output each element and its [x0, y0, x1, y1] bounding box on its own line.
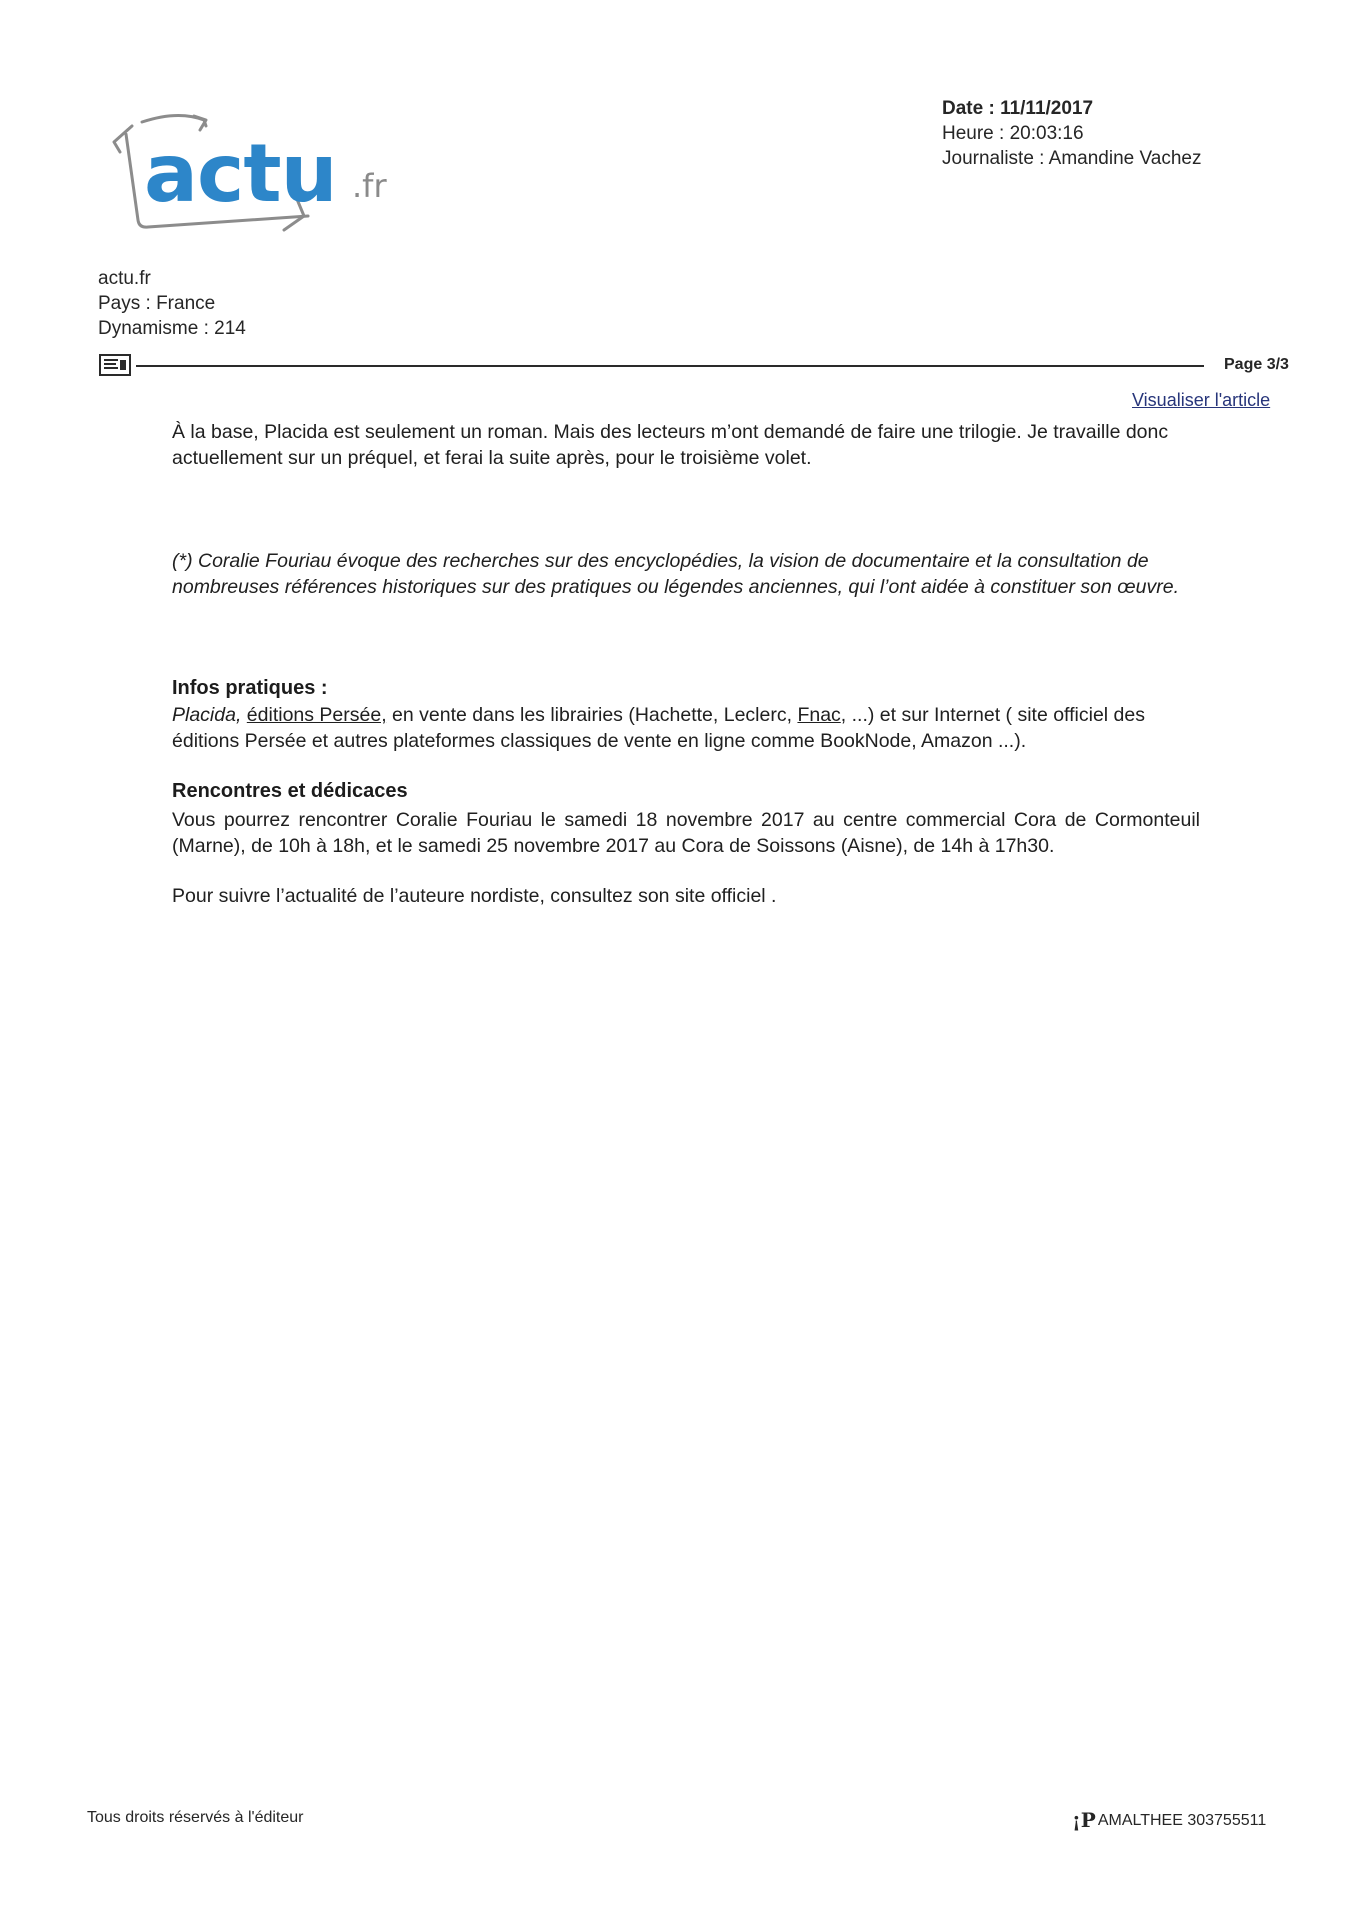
amalthee-mark: ¡P: [1072, 1808, 1096, 1832]
rencontres-heading: Rencontres et dédicaces: [172, 780, 408, 802]
article-meta: [942, 96, 1201, 171]
meta-journalist: Journaliste : Amandine Vachez: [942, 148, 1202, 169]
infos-heading: Infos pratiques :: [172, 677, 328, 699]
paragraph-follow: Pour suivre l’actualité de l’auteure nordiste, consultez son site officiel .: [172, 885, 777, 907]
book-title: Placida,: [172, 704, 242, 726]
amalthee-text: AMALTHEE 303755511: [1097, 1812, 1267, 1829]
view-article-link[interactable]: Visualiser l'article: [1132, 390, 1271, 410]
page-number: Page 3/3: [1224, 356, 1289, 373]
logo-tld: .fr: [352, 167, 387, 205]
infos-text-a: en vente dans les librairies (Hachette, Leclerc,: [386, 704, 798, 726]
infos-text-b: , ...) et sur Internet ( site officiel des éditions Persée et autres plateformes classiques de vente en ligne comme BookNode, Amazon ...).: [172, 704, 1145, 752]
paragraph-infos: [172, 703, 1200, 754]
source-dynamism: Dynamisme : 214: [98, 318, 246, 339]
paragraph-rencontres: Vous pourrez rencontrer Coralie Fouriau le samedi 18 novembre 2017 au centre commercial Cora de Cormonteuil (Marne), de 10h à 18h, et le samedi 25 novembre 2017 au Cora de Soissons (Aisne), de 14h à 17h30.: [172, 809, 1200, 857]
logo-wordmark: actu: [144, 127, 337, 220]
meta-date: Date : 11/11/2017: [942, 98, 1094, 119]
source-info: [98, 266, 246, 341]
actu-logo: [108, 112, 408, 247]
header-rule: [136, 365, 1204, 367]
source-country: Pays : France: [98, 293, 216, 314]
amalthee-id: [1072, 1808, 1266, 1832]
source-site: actu.fr: [98, 268, 151, 289]
document-icon: [99, 354, 131, 376]
fnac-link[interactable]: Fnac: [797, 704, 841, 726]
paragraph-note: (*) Coralie Fouriau évoque des recherches sur des encyclopédies, la vision de documentaire et la consultation de nombreuses références historiques sur des pratiques ou légendes anciennes, qui l’ont aidée à constituer son œuvre.: [172, 550, 1180, 598]
paragraph-1: À la base, Placida est seulement un roman. Mais des lecteurs m’ont demandé de faire une trilogie. Je travaille donc actuellement sur un préquel, et ferai la suite après, pour le troisième volet.: [172, 421, 1169, 469]
rights-notice: Tous droits réservés à l'éditeur: [87, 1809, 304, 1826]
meta-time: Heure : 20:03:16: [942, 123, 1084, 144]
publisher-link[interactable]: éditions Persée,: [246, 704, 387, 726]
